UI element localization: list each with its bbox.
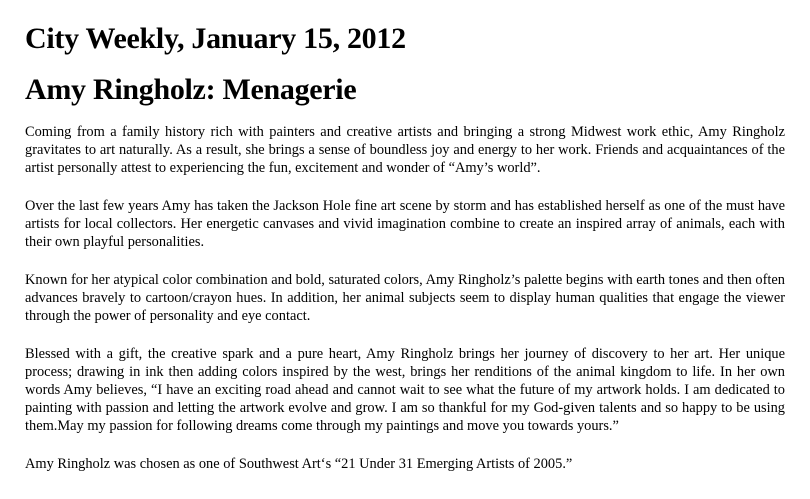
article-paragraph: Over the last few years Amy has taken the Jackson Hole fine art scene by storm and has established herself as one of the must have artists for local collectors. Her energetic canvases and vivid imagination combine to create an inspired array of animals, each with their own playful personalities. bbox=[25, 198, 785, 250]
article-body bbox=[25, 123, 785, 473]
article-paragraph: Coming from a family history rich with painters and creative artists and bringing a strong Midwest work ethic, Amy Ringholz gravitates to art naturally. As a result, she brings a sense of boundless joy and energy to her work. Friends and acquaintances of the artist personally attest to experiencing the fun, excitement and wonder of “Amy’s world”. bbox=[25, 124, 785, 176]
article-paragraph: Known for her atypical color combination and bold, saturated colors, Amy Ringholz’s palette begins with earth tones and then often advances bravely to cartoon/crayon hues. In addition, her animal subjects seem to display human qualities that engage the viewer through the power of personality and eye contact. bbox=[25, 272, 785, 324]
article-page bbox=[25, 0, 785, 493]
article-paragraph: Blessed with a gift, the creative spark and a pure heart, Amy Ringholz brings her journey of discovery to her art. Her unique process; drawing in ink then adding colors inspired by the west, brings her renditions of the animal kingdom to life. In her own words Amy believes, “I have an exciting road ahead and cannot wait to see what the future of my artwork holds. I am dedicated to painting with passion and letting the artwork evolve and grow. I am so thankful for my God-given talents and so happy to be using them.May my passion for following dreams come through my paintings and move you towards yours.” bbox=[25, 346, 785, 434]
article-paragraph: Amy Ringholz was chosen as one of Southwest Art‘s “21 Under 31 Emerging Artists of 2005.” bbox=[25, 456, 573, 472]
publication-heading: City Weekly, January 15, 2012 bbox=[25, 22, 406, 55]
article-title: Amy Ringholz: Menagerie bbox=[25, 73, 357, 106]
